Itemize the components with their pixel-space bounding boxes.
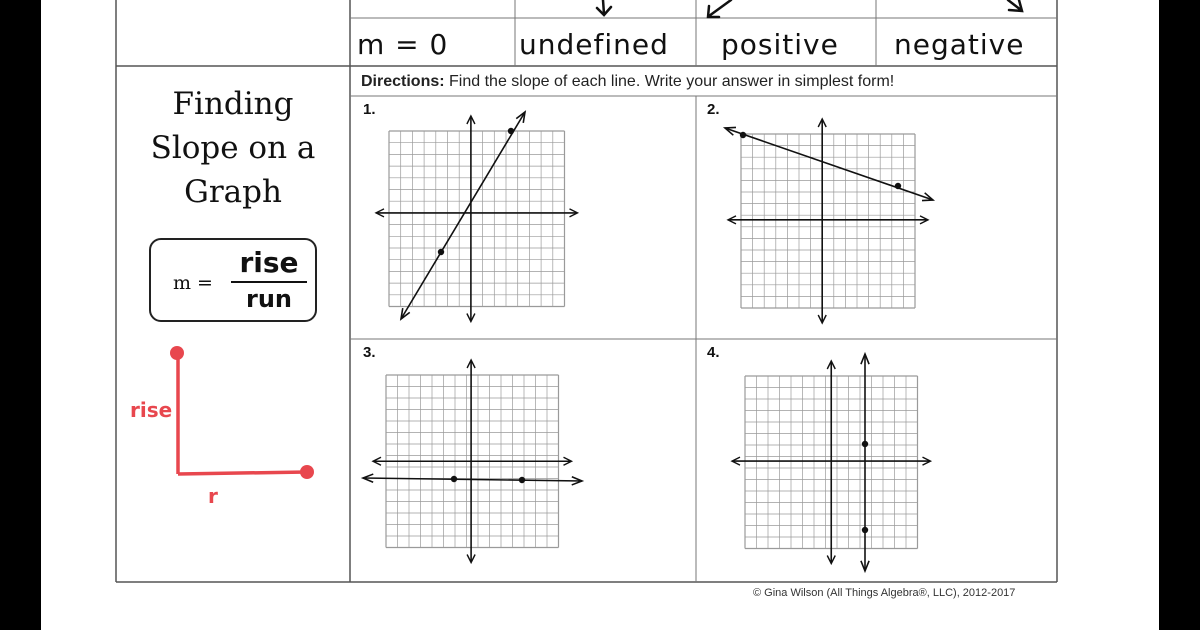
slope-type-negative: negative xyxy=(894,28,1025,61)
plotted-point xyxy=(451,476,457,482)
problem-2-line xyxy=(725,128,933,200)
worksheet-page xyxy=(41,0,1159,630)
slope-type-undefined: undefined xyxy=(519,28,669,61)
plotted-point xyxy=(438,249,444,255)
title-line-1: Finding xyxy=(172,86,294,122)
slope-formula-box xyxy=(149,238,317,322)
problem-number-1: 1. xyxy=(363,101,376,118)
slope-type-zero: m = 0 xyxy=(357,28,449,61)
problem-number-4: 4. xyxy=(707,344,720,361)
formula-lhs: m = xyxy=(173,272,213,294)
copyright-notice: © Gina Wilson (All Things Algebra®, LLC), 2012-2017 xyxy=(753,587,1016,599)
fraction-bar xyxy=(231,281,307,283)
title-line-2: Slope on a xyxy=(150,130,316,166)
line-arrow-head xyxy=(401,308,410,319)
plotted-point xyxy=(508,128,514,134)
formula-denominator: run xyxy=(245,285,292,313)
rise-label: rise xyxy=(130,398,173,422)
plotted-point xyxy=(862,527,868,533)
problem-number-3: 3. xyxy=(363,344,376,361)
title-line-3: Graph xyxy=(184,174,282,210)
plotted-point xyxy=(740,132,746,138)
directions xyxy=(361,73,894,91)
problem-1-line xyxy=(401,112,525,319)
plotted-point xyxy=(862,441,868,447)
lesson-title xyxy=(116,82,350,214)
plotted-point xyxy=(519,477,525,483)
formula-fraction xyxy=(231,248,307,313)
directions-label: Directions: xyxy=(361,73,445,90)
slope-type-positive: positive xyxy=(721,28,839,61)
plotted-point xyxy=(895,183,901,189)
formula-numerator: rise xyxy=(239,246,299,279)
run-label: r xyxy=(208,484,218,508)
problem-number-2: 2. xyxy=(707,101,720,118)
line-arrow-head xyxy=(516,112,525,123)
directions-text: Find the slope of each line. Write your answer in simplest form! xyxy=(444,73,895,90)
